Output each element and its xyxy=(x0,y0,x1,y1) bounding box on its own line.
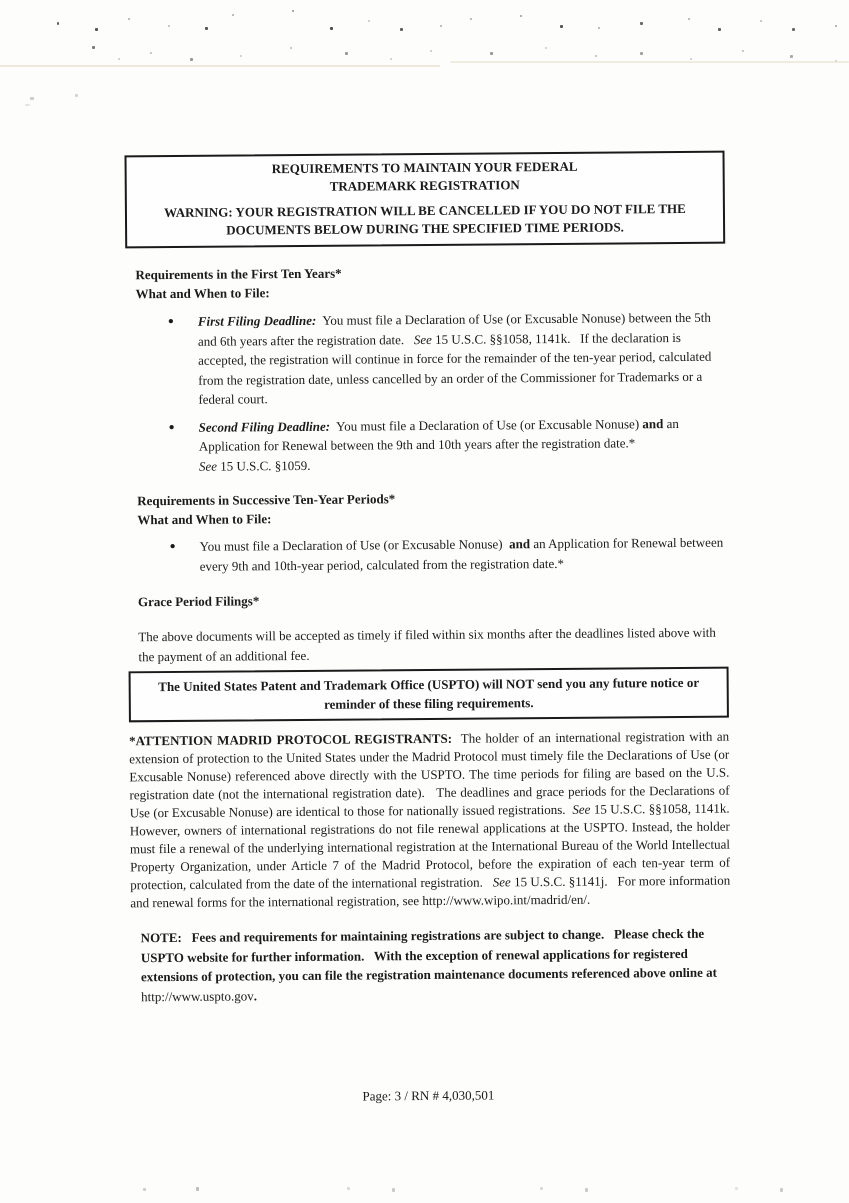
uspto-no-notice-text: The United States Patent and Trademark Office (USPTO) will NOT send you any future notice or reminder of these filing requirements. xyxy=(158,674,700,712)
note-paragraph: NOTE: Fees and requirements for maintaining registrations are subject to change. Please check the USPTO website for further information. With the exception of renewal applications for registered extensions of protection, you can file the registration maintenance documents referenced above online at http://www.uspto.gov. xyxy=(140,925,721,1004)
heading-grace-period: Grace Period Filings* xyxy=(137,593,260,610)
heading-what-when-file-1: What and When to File: xyxy=(135,285,270,302)
notice-warning-line2: DOCUMENTS BELOW DURING THE SPECIFIED TIME PERIODS. xyxy=(226,219,624,238)
heading-what-when-file-2: What and When to File: xyxy=(137,511,272,528)
grace-period-paragraph: The above documents will be accepted as timely if filed within six months after the deadlines listed above with the payment of an additional fee. xyxy=(138,624,716,664)
bullet-second-filing-deadline xyxy=(127,413,727,476)
heading-first-ten-years-line1: Requirements in the First Ten Years* xyxy=(135,265,342,283)
bullet-successive-filing xyxy=(127,533,727,577)
madrid-protocol-paragraph: *ATTENTION MADRID PROTOCOL REGISTRANTS: The holder of an international registration with an extension of protection to the United States under the Madrid Protocol must timely file the Declarations of Use (or Excusable Nonuse) referenced above directly with the USPTO. The time periods for filing are based on the U.S. registration date (not the international registration date). The deadlines and grace periods for the Declarations of Use (or Excusable Nonuse) are identical to those for nationally issued registrations. See 15 U.S.C. §§1058, 1141k. However, owners of international registrations do not file renewal applications at the USPTO. Instead, the holder must file a renewal of the underlying international registration at the International Bureau of the World Intellectual Property Organization, under Article 7 of the Madrid Protocol, before the expiration of each ten-year term of protection, calculated from the date of the international registration. See 15 U.S.C. §1141j. For more information and renewal forms for the international registration, see http://www.wipo.int/madrid/en/. xyxy=(129,728,740,911)
notice-warning-line1: WARNING: YOUR REGISTRATION WILL BE CANCELLED IF YOU DO NOT FILE THE xyxy=(164,200,686,221)
bullet-first-filing-text: First Filing Deadline: You must file a Declaration of Use (or Excusable Nonuse) between the 5th and 6th years after the registration date. See 15 U.S.C. §§1058, 1141k. If the declaration is accepted, the registration will continue in force for the remainder of the ten-year period, calculated from the registration date, unless cancelled by an order of the Commissioner for Trademarks or a federal court. xyxy=(197,309,715,407)
bullet-first-filing-deadline xyxy=(126,308,727,410)
notice-title-line1: REQUIREMENTS TO MAINTAIN YOUR FEDERAL xyxy=(271,158,578,177)
bullet-second-filing-text: Second Filing Deadline: You must file a Declaration of Use (or Excusable Nonuse) and an Application for Renewal between the 9th and 10th years after the registration date.* See 15 U.S.C. §1059. xyxy=(198,415,682,474)
heading-first-ten-years xyxy=(125,261,725,304)
bullet-successive-filing-text: You must file a Declaration of Use (or Excusable Nonuse) and an Application for Renewal between every 9th and 10th-year period, calculated from the registration date.* xyxy=(199,534,727,574)
uspto-no-notice-box xyxy=(129,667,729,723)
heading-successive-periods-line1: Requirements in Successive Ten-Year Periods* xyxy=(137,491,396,509)
heading-successive-periods xyxy=(127,487,727,530)
bullet-icon: ● xyxy=(167,315,174,328)
document-content xyxy=(124,151,740,1007)
page-footer: Page: 3 / RN # 4,030,501 xyxy=(362,1087,495,1104)
requirements-warning-box xyxy=(124,151,725,249)
bullet-icon: ● xyxy=(168,421,175,433)
notice-title-line2: TRADEMARK REGISTRATION xyxy=(329,177,520,194)
bullet-icon: ● xyxy=(169,540,176,553)
